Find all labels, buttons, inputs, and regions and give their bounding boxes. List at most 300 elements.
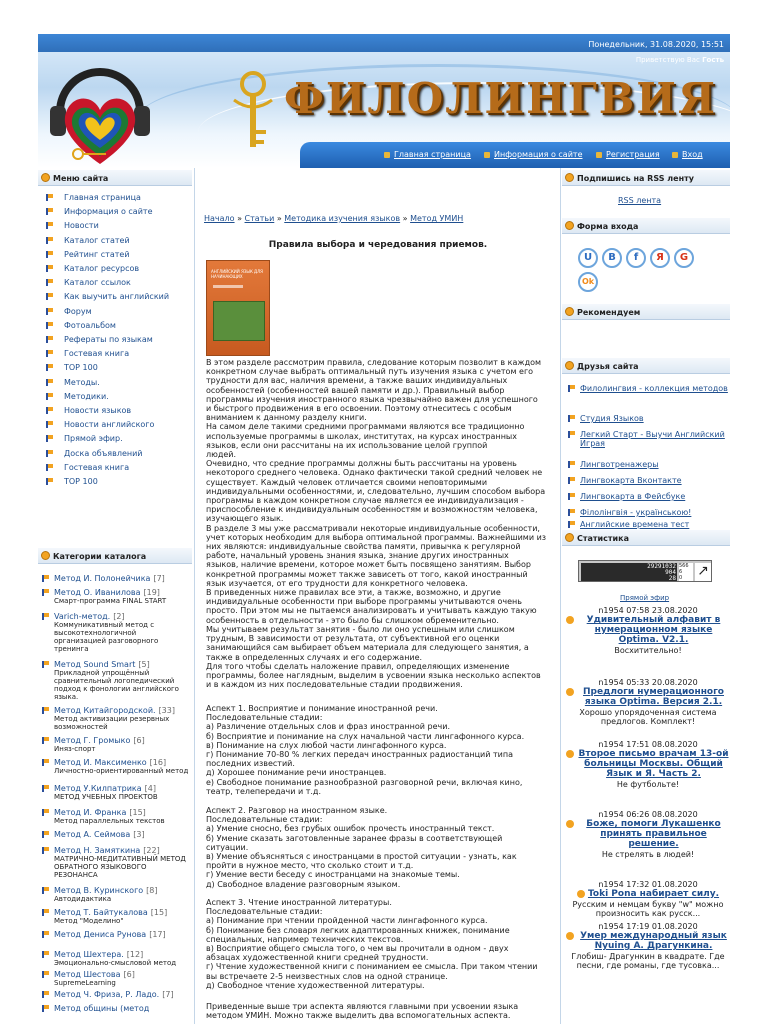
nav-login[interactable] bbox=[672, 150, 703, 159]
flag-bullet-icon bbox=[46, 265, 54, 272]
catalog-category bbox=[42, 808, 190, 825]
category-count: [4] bbox=[144, 784, 157, 793]
category-title: Метод Дениса Рунова bbox=[54, 930, 147, 939]
friend-site-link[interactable] bbox=[568, 384, 728, 393]
flag-bullet-icon bbox=[46, 478, 54, 485]
friend-site-label: Английские времена тест bbox=[580, 520, 690, 529]
category-description: SupremeLearning bbox=[54, 979, 116, 987]
news-meta: n1954 17:51 08.08.2020 bbox=[598, 740, 698, 749]
catalog-category bbox=[42, 990, 190, 999]
news-title: Toki Pona набирает силу. bbox=[587, 889, 720, 899]
breadcrumb bbox=[204, 214, 463, 223]
sun-icon bbox=[565, 221, 574, 230]
category-description: Метод "Моделино" bbox=[54, 917, 124, 925]
category-title: Метод А. Сеймова bbox=[54, 830, 131, 839]
news-title: Боже, помоги Лукашенко принять правильное решение. bbox=[586, 819, 721, 849]
catalog-category bbox=[42, 970, 190, 987]
page bbox=[38, 34, 730, 1024]
category-title: Метод И. Франка bbox=[54, 808, 127, 817]
crumb-home[interactable]: Начало bbox=[204, 214, 235, 223]
divider bbox=[194, 168, 195, 1024]
menu-item[interactable] bbox=[46, 463, 129, 472]
news-title: Удивительный алфавит в нумерационном языке Optima. V2.1. bbox=[586, 615, 721, 645]
category-count: [6] bbox=[123, 970, 135, 979]
category-title: Метод общины (метод bbox=[54, 1004, 150, 1013]
flag-bullet-icon bbox=[46, 407, 54, 414]
sun-icon bbox=[565, 361, 574, 370]
news-item bbox=[566, 740, 730, 789]
friend-site-label: Лингвотренажеры bbox=[580, 460, 659, 469]
menu-item-label: Рефераты по языкам bbox=[64, 335, 153, 344]
sun-icon bbox=[565, 307, 574, 316]
nav-home-label: Главная страница bbox=[394, 150, 471, 159]
nav-register-label: Регистрация bbox=[606, 150, 660, 159]
crumb-articles[interactable]: Статьи bbox=[244, 214, 275, 223]
category-title: Метод И. Полонейчика bbox=[54, 574, 151, 583]
catalog-category-link[interactable] bbox=[42, 1004, 190, 1013]
menu-item-label: Главная страница bbox=[64, 193, 141, 202]
category-count: [17] bbox=[149, 930, 166, 939]
flag-bullet-icon bbox=[42, 887, 50, 894]
friend-site-link[interactable] bbox=[568, 492, 728, 501]
menu-item-label: Гостевая книга bbox=[64, 349, 130, 359]
category-description: Автодидактика bbox=[54, 895, 112, 903]
news-description: Хорошо упорядоченная система предлогов. Комплект! bbox=[579, 708, 717, 726]
category-count: [15] bbox=[150, 908, 168, 917]
catalog-category bbox=[42, 908, 190, 925]
catalog-category-link[interactable] bbox=[42, 808, 190, 817]
flag-bullet-icon bbox=[46, 308, 54, 315]
catalog-category bbox=[42, 930, 190, 939]
recommend-title: Рекомендуем bbox=[577, 308, 641, 317]
menu-item[interactable] bbox=[46, 292, 169, 301]
news-item bbox=[566, 678, 730, 726]
flag-bullet-icon bbox=[42, 991, 50, 998]
flag-bullet-icon bbox=[46, 450, 54, 457]
news-bullet-icon bbox=[577, 890, 585, 898]
live-link[interactable]: Прямой эфир bbox=[620, 594, 670, 602]
menu-item-label: Доска объявлений bbox=[64, 448, 143, 458]
flag-bullet-icon bbox=[42, 909, 50, 916]
article-paragraph: Аспект 1. Восприятие и понимание иностранной речи. Последовательные стадии: а) Различение отдельных слов и фраз иностранной речи. б) Восприятие и понимание на слух начальной части лингафонного курса. в) Понимание на слух любой части лингафонного курса. г) Понимание 70-80 % легких передач иностранных радиостанций типа последних известий. д) Хорошее понимание речи иностранцев. е) Свободное понимание разнообразной разговорной речи, включая кино, театр, телепередачи и т.д. bbox=[206, 704, 525, 796]
flag-bullet-icon bbox=[46, 464, 54, 471]
category-description: МАТРИЧНО-МЕДИТАТИВНЫЙ МЕТОД ОБРАТНОГО ЯЗЫКОВОГО РЕЗОНАНСА bbox=[54, 855, 186, 879]
menu-item[interactable] bbox=[46, 250, 130, 259]
category-description: МЕТОД УЧЕБНЫХ ПРОЕКТОВ bbox=[54, 793, 158, 801]
news-description: Не футбольте! bbox=[616, 780, 680, 789]
catalog-category bbox=[42, 736, 190, 753]
nav-about-label: Информация о сайте bbox=[494, 150, 583, 159]
menu-item-label: Методики. bbox=[64, 391, 109, 401]
flag-bullet-icon bbox=[42, 971, 50, 978]
flag-bullet-icon bbox=[42, 575, 50, 582]
menu-item-label: Новости английского bbox=[64, 420, 155, 430]
crumb-sep: » bbox=[400, 214, 411, 223]
news-description: Восхитительно! bbox=[614, 646, 682, 655]
menu-title: Меню сайта bbox=[53, 174, 109, 183]
article-paragraph: Аспект 2. Разговор на иностранном языке. Последовательные стадии: а) Умение сносно, без грубых ошибок прочесть иностранный текст. б) Умение сказать заготовленные заранее фразы в соответствующей ситуации. в) Умение объясняться с иностранцами в простой ситуации - узнать, как пройти в нужное место, что сколько стоит и т.д. г) Умение вести беседу с иностранцами на знакомые темы. д) Свободное владение разговорным языком. bbox=[206, 806, 517, 889]
category-title: Метод Т. Байтукалова bbox=[54, 908, 148, 917]
catalog-category-link[interactable] bbox=[42, 908, 190, 917]
book-cover-illustration bbox=[213, 301, 265, 341]
news-bullet-icon bbox=[566, 688, 574, 696]
flag-bullet-icon bbox=[568, 509, 576, 516]
menu-item-label: Форум bbox=[64, 306, 92, 316]
category-title: Метод В. Куринского bbox=[54, 886, 144, 895]
catalog-category-link[interactable] bbox=[42, 970, 190, 979]
friend-site-link[interactable] bbox=[568, 520, 728, 529]
flag-bullet-icon bbox=[568, 493, 576, 500]
category-count: [8] bbox=[146, 886, 158, 895]
category-count: [7] bbox=[162, 990, 174, 999]
news-title: Умер международный язык Nyuing А. Драгункина. bbox=[580, 931, 727, 951]
news-description: Не стрелять в людей! bbox=[601, 850, 695, 859]
rss-link[interactable]: RSS лента bbox=[618, 196, 662, 205]
flag-bullet-icon bbox=[42, 785, 50, 792]
site-header bbox=[38, 34, 730, 168]
catalog-category-link[interactable] bbox=[42, 886, 190, 895]
news-bullet-icon bbox=[566, 932, 574, 940]
menu-item[interactable] bbox=[46, 321, 116, 330]
flag-bullet-icon bbox=[42, 847, 50, 854]
category-title: Метод И. Максименко bbox=[54, 758, 147, 767]
top-bar bbox=[38, 34, 730, 52]
book-cover-stripe bbox=[213, 285, 243, 288]
menu-item[interactable] bbox=[46, 477, 98, 486]
counter-e: 6 bbox=[679, 569, 683, 575]
recommend-header bbox=[562, 304, 730, 320]
menu-item-label: Методы. bbox=[64, 377, 100, 387]
friend-site-link[interactable] bbox=[568, 508, 728, 517]
nav-bullet-icon bbox=[384, 152, 390, 158]
menu-item[interactable] bbox=[46, 278, 131, 287]
category-title: Метод Шехтера. bbox=[54, 950, 124, 959]
news-title-link[interactable] bbox=[566, 687, 730, 707]
category-description: Коммуникативный метод с высокотехнологичной организацией разговорного тренинга bbox=[54, 621, 159, 653]
flag-bullet-icon bbox=[46, 435, 54, 442]
menu-item[interactable] bbox=[46, 392, 109, 401]
facebook-login-icon[interactable]: f bbox=[626, 248, 646, 268]
news-bullet-icon bbox=[566, 820, 574, 828]
flag-bullet-icon bbox=[42, 661, 50, 668]
site-title[interactable]: ФИЛОЛИНГВИЯ bbox=[284, 74, 717, 123]
menu-item-label: TOP 100 bbox=[64, 477, 98, 486]
category-count: [7] bbox=[153, 574, 165, 583]
counter-side bbox=[679, 563, 693, 581]
menu-item[interactable] bbox=[46, 449, 143, 458]
news-item bbox=[566, 922, 730, 970]
category-count: [16] bbox=[149, 758, 167, 767]
catalog-category-link[interactable] bbox=[42, 950, 190, 959]
news-bullet-icon bbox=[566, 750, 574, 758]
category-count: [3] bbox=[133, 830, 145, 839]
category-description: Прикладной упрощённый сравнительный логопедический подход к фонологии английского языка. bbox=[54, 669, 179, 701]
news-description: Глобиш- Драгункин в квадрате. Где песни, где романы, где тусовка... bbox=[571, 952, 725, 970]
flag-bullet-icon bbox=[46, 322, 54, 329]
flag-bullet-icon bbox=[568, 477, 576, 484]
counter-f: 0 bbox=[679, 575, 683, 581]
menu-item-label: Новости bbox=[64, 221, 99, 231]
divider bbox=[560, 168, 561, 1024]
flag-bullet-icon bbox=[46, 279, 54, 286]
category-count: [6] bbox=[133, 736, 145, 745]
category-title: Метод Китайгородской. bbox=[54, 706, 156, 715]
menu-item-label: Новости языков bbox=[64, 406, 132, 415]
nav-register[interactable] bbox=[596, 150, 660, 159]
flag-bullet-icon bbox=[568, 385, 576, 392]
friend-site-link[interactable] bbox=[568, 476, 728, 485]
article-title: Правила выбора и чередования приемов. bbox=[268, 240, 488, 250]
login-title: Форма входа bbox=[577, 222, 639, 231]
news-title-link[interactable] bbox=[566, 615, 730, 645]
flag-bullet-icon bbox=[46, 379, 54, 386]
news-meta: n1954 07:58 23.08.2020 bbox=[598, 606, 698, 615]
menu-item-label: Как выучить английский bbox=[64, 292, 170, 302]
category-description: Личностно-ориентированный метод bbox=[54, 767, 189, 775]
catalog-category-link[interactable] bbox=[42, 660, 190, 669]
category-title: Метод Н. Замяткина bbox=[54, 846, 141, 855]
nav-bullet-icon bbox=[596, 152, 602, 158]
menu-item[interactable] bbox=[46, 207, 152, 216]
stats-title: Статистика bbox=[577, 534, 629, 543]
flag-bullet-icon bbox=[46, 293, 54, 300]
menu-item-label: Информация о сайте bbox=[64, 207, 153, 217]
catalog-category bbox=[42, 886, 190, 903]
news-description: Русским и немцам букву "w" можно произносить как русск... bbox=[572, 900, 724, 918]
menu-item[interactable] bbox=[46, 307, 92, 316]
category-count: [2] bbox=[113, 612, 125, 621]
main-nav bbox=[300, 142, 730, 168]
friend-site-link[interactable] bbox=[568, 460, 728, 469]
greeting-prefix: Приветствую Вас bbox=[635, 56, 700, 64]
catalog-category-link[interactable] bbox=[42, 784, 190, 793]
category-count: [12] bbox=[126, 950, 144, 959]
counter-hosts: 904 bbox=[665, 569, 676, 576]
news-title-link[interactable] bbox=[566, 819, 730, 849]
category-title: Varich-метод. bbox=[54, 612, 111, 621]
news-meta: n1954 17:19 01.08.2020 bbox=[598, 922, 698, 931]
menu-item[interactable] bbox=[46, 193, 141, 202]
category-count: [22] bbox=[143, 846, 160, 855]
flag-bullet-icon bbox=[46, 393, 54, 400]
current-date: Понедельник, 31.08.2020, 15:51 bbox=[588, 40, 724, 49]
menu-item-label: Фотоальбом bbox=[64, 320, 116, 330]
friend-site-label: Лингвокарта в Фейсбуке bbox=[580, 492, 686, 501]
flag-bullet-icon bbox=[46, 336, 54, 343]
flag-bullet-icon bbox=[42, 613, 50, 620]
category-description: Эмоционально-смысловой метод bbox=[54, 959, 177, 967]
catalog-category-link[interactable] bbox=[42, 930, 190, 939]
catalog-category bbox=[42, 784, 190, 801]
menu-item-label: Прямой эфир. bbox=[64, 434, 123, 444]
flag-bullet-icon bbox=[46, 364, 54, 371]
crumb-category[interactable]: Метод УМИН bbox=[410, 214, 464, 223]
crumb-section[interactable]: Методика изучения языков bbox=[284, 214, 401, 223]
catalog-category-link[interactable] bbox=[42, 574, 190, 583]
catalog-category bbox=[42, 950, 190, 967]
visit-counter[interactable] bbox=[578, 560, 712, 582]
flag-bullet-icon bbox=[42, 737, 50, 744]
menu-item[interactable] bbox=[46, 264, 139, 273]
flag-bullet-icon bbox=[42, 707, 50, 714]
friend-site-label: Студия Языков bbox=[580, 414, 644, 423]
menu-header bbox=[38, 170, 192, 186]
stats-header bbox=[562, 530, 730, 546]
menu-item[interactable] bbox=[46, 406, 131, 415]
flag-bullet-icon bbox=[46, 208, 54, 215]
nav-home[interactable] bbox=[384, 150, 471, 159]
google-login-icon[interactable]: G bbox=[674, 248, 694, 268]
golden-key-icon bbox=[228, 70, 278, 154]
news-title: Второе письмо врачам 13-ой больницы Москвы. Общий Язык и Я. Часть 2. bbox=[578, 749, 729, 779]
greeting bbox=[636, 56, 724, 64]
catalog-category-link[interactable] bbox=[42, 830, 190, 839]
catalog-category-link[interactable] bbox=[42, 612, 190, 621]
menu-item-label: Каталог ссылок bbox=[64, 278, 131, 288]
menu-item[interactable] bbox=[46, 378, 100, 387]
flag-bullet-icon bbox=[42, 589, 50, 596]
menu-item-label: Каталог статей bbox=[64, 235, 130, 245]
catalog-category bbox=[42, 706, 190, 731]
category-count: [15] bbox=[129, 808, 146, 817]
news-meta: n1954 05:33 20.08.2020 bbox=[598, 678, 698, 687]
vk-login-icon[interactable]: B bbox=[602, 248, 622, 268]
category-count: [5] bbox=[138, 660, 150, 669]
nav-login-label: Вход bbox=[682, 150, 703, 159]
yandex-login-icon[interactable]: Я bbox=[650, 248, 670, 268]
sun-icon bbox=[41, 173, 50, 182]
news-meta: n1954 17:32 01.08.2020 bbox=[598, 880, 698, 889]
friend-site-label: Филолингвия - коллекция методов bbox=[580, 384, 728, 393]
article-paragraph: Приведенные выше три аспекта являются главными при усвоении языка методом УМИН. Можно также выделить два вспомогательных аспекта. bbox=[206, 1002, 519, 1021]
category-title: Метод Г. Громыко bbox=[54, 736, 131, 745]
category-title: Метод Ч. Фриза, Р. Ладо. bbox=[54, 990, 160, 999]
menu-item-label: Каталог ресурсов bbox=[64, 264, 140, 273]
catalog-category bbox=[42, 612, 190, 653]
menu-item[interactable] bbox=[46, 335, 153, 344]
counter-total: 29291032 bbox=[647, 563, 676, 570]
catalog-category bbox=[42, 660, 190, 701]
arrow-icon: ↗ bbox=[695, 563, 711, 581]
friends-title: Друзья сайта bbox=[577, 362, 639, 371]
crumb-sep: » bbox=[274, 214, 285, 223]
news-bullet-icon bbox=[566, 616, 574, 624]
category-description: Метод активизации резервных возможностей bbox=[54, 715, 170, 731]
category-count: [19] bbox=[143, 588, 160, 597]
catalog-category-link[interactable] bbox=[42, 758, 190, 767]
catalog-category-link[interactable] bbox=[42, 706, 190, 715]
catalog-category bbox=[42, 758, 190, 775]
menu-item[interactable] bbox=[46, 349, 129, 358]
category-description: Метод параллельных текстов bbox=[54, 817, 165, 825]
friend-site-link[interactable] bbox=[568, 414, 728, 423]
heart-headphones-logo-icon[interactable] bbox=[46, 60, 154, 168]
category-title: Метод О. Иванилова bbox=[54, 588, 141, 597]
menu-item[interactable] bbox=[46, 434, 123, 443]
news-title-link[interactable] bbox=[566, 749, 730, 779]
friend-site-label: Філолінгвія - українською! bbox=[580, 508, 692, 517]
news-title: Предлоги нумерационного языка Optima. Версия 2.1. bbox=[583, 687, 724, 707]
flag-bullet-icon bbox=[568, 431, 576, 438]
counter-main bbox=[581, 563, 677, 581]
menu-item[interactable] bbox=[46, 236, 130, 245]
news-item bbox=[566, 606, 730, 655]
flag-bullet-icon bbox=[42, 951, 50, 958]
catalog-category bbox=[42, 846, 190, 879]
category-description: Иняз-спорт bbox=[54, 745, 96, 753]
news-item bbox=[566, 880, 730, 918]
counter-online: 28 bbox=[668, 575, 676, 582]
flag-bullet-icon bbox=[42, 1005, 50, 1012]
ucoz-login-icon[interactable]: U bbox=[578, 248, 598, 268]
menu-item[interactable] bbox=[46, 420, 154, 429]
flag-bullet-icon bbox=[46, 350, 54, 357]
catalog-title: Категории каталога bbox=[53, 552, 147, 561]
catalog-category bbox=[42, 588, 190, 605]
article-paragraph: Аспект 3. Чтение иностранной литературы. Последовательные стадии: а) Понимание при чтении пройденной части лингафонного курса. б) Понимание без словаря легких адаптированных книжек, понимание специальных, например технических текстов. в) Восприятие общего смысла того, о чем вы прочитали в одном - двух абзацах художественной книги средней трудности. г) Чтение художественной книги с пониманием ее смысла. При таком чтении вы встречаете 2-5 неизвестных слов на одной странице. д) Свободное чтение художественной литературы. bbox=[206, 898, 538, 990]
flag-bullet-icon bbox=[46, 251, 54, 258]
category-title: Метод У.Килпатрика bbox=[54, 784, 142, 793]
menu-item-label: TOP 100 bbox=[64, 363, 98, 373]
flag-bullet-icon bbox=[46, 237, 54, 244]
menu-item-label: Гостевая книга bbox=[64, 462, 130, 472]
nav-bullet-icon bbox=[672, 152, 678, 158]
greeting-user: Гость bbox=[702, 56, 724, 64]
category-description: Смарт-программа FINAL START bbox=[54, 597, 167, 605]
nav-bullet-icon bbox=[484, 152, 490, 158]
menu-item[interactable] bbox=[46, 221, 99, 230]
menu-item[interactable] bbox=[46, 363, 98, 372]
news-title-link[interactable] bbox=[566, 931, 730, 951]
flag-bullet-icon bbox=[42, 831, 50, 838]
friend-site-label: Легкий Старт - Выучи Английский Играя bbox=[580, 430, 725, 448]
flag-bullet-icon bbox=[568, 521, 576, 528]
flag-bullet-icon bbox=[46, 194, 54, 201]
catalog-category-link[interactable] bbox=[42, 990, 190, 999]
news-item bbox=[566, 810, 730, 859]
flag-bullet-icon bbox=[46, 222, 54, 229]
catalog-category-link[interactable] bbox=[42, 846, 190, 855]
rss-title: Подпишись на RSS ленту bbox=[577, 174, 694, 183]
category-title: Метод Sound Smart bbox=[54, 660, 136, 669]
rss-header bbox=[562, 170, 730, 186]
flag-bullet-icon bbox=[42, 759, 50, 766]
nav-about[interactable] bbox=[484, 150, 582, 159]
catalog-category-link[interactable] bbox=[42, 736, 190, 745]
crumb-sep: » bbox=[234, 214, 245, 223]
catalog-category-link[interactable] bbox=[42, 588, 190, 597]
book-cover-image bbox=[206, 260, 270, 356]
news-title-link[interactable] bbox=[566, 889, 730, 899]
sun-icon bbox=[565, 533, 574, 542]
friend-site-link[interactable] bbox=[568, 430, 728, 448]
counter-d: 566 bbox=[679, 563, 689, 569]
category-count: [33] bbox=[158, 706, 175, 715]
category-title: Метод Шестова bbox=[54, 970, 121, 979]
friend-site-label: Лингвокарта Вконтакте bbox=[580, 476, 682, 485]
flag-bullet-icon bbox=[42, 809, 50, 816]
catalog-category bbox=[42, 830, 190, 839]
flag-bullet-icon bbox=[568, 415, 576, 422]
flag-bullet-icon bbox=[568, 461, 576, 468]
book-cover-title: АНГЛИЙСКИЙ ЯЗЫК ДЛЯ НАЧИНАЮЩИХ bbox=[211, 269, 263, 279]
sun-icon bbox=[41, 551, 50, 560]
odnoklassniki-login-icon[interactable]: Ok bbox=[578, 272, 598, 292]
news-meta: n1954 06:26 08.08.2020 bbox=[598, 810, 698, 819]
article-paragraph: В этом разделе рассмотрим правила, следование которым позволит в каждом конкретном случае выбрать оптимальный путь изучения языка с учетом его трудности для вас, наличия времени, а также ваших индивидуальных особенностей (особенностей вашей памяти и др.). Правильный выбор программы изучения иностранного языка чрезвычайно важен для успешного и быстрого продвижения в его освоении. Поэтому отнеситесь с особым вниманием к данному разделу книги. На самом деле такими средними программами являются все традиционно используемые программы в школах, институтах, на курсах иностранных языков, если они рассчитаны на их использование целой группой людей. Очевидно, что средние программы должны быть рассчитаны на уровень некоторого среднего человека. Однако фактически такой средний человек не существует. Каждый человек отличается своими неповторимыми индивидуальными особенностями, и, следовательно, лучшим способом выбора программы в каждом конкретном случае является ее индивидуализация - приспособление к индивидуальным особенностям и возможностям человека, изучающего язык. В разделе 3 мы уже рассматривали некоторые индивидуальные особенности, учет которых необходим для выбора оптимальной программы. Важнейшими из них являются: индивидуальные свойства памяти, привычка к регулярной работе, начальный уровень знания языка, знание других иностранных языков, наличие времени, которое может быть посвящено занятиям. Выбор конкретной программы может также зависеть от того, какой иностранный язык изучается, от его трудности для конкретного человека. В приведенных ниже правилах все эти, а также, возможно, и другие индивидуальные особенности при выборе программы учитываются очень просто. При этом мы не пытаемся анализировать и учитывать каждую такую особенность в отдельности - это было бы слишком обременительно. Мы учитываем результат занятия - было ли оно успешным или слишком трудным, В зависимости от результата, от субъективной его оценки занимающийся сам выбирает объем материала для следующего занятия, а также в определенных случаях и его содержание. Для того чтобы сделать наложение правил, определяющих изменение программы, более наглядным, выделим в усвоении языка несколько аспектов и в каждом из них последовательные стадии продвижения. bbox=[206, 358, 547, 690]
menu-item-label: Рейтинг статей bbox=[64, 249, 130, 259]
friends-header bbox=[562, 358, 730, 374]
